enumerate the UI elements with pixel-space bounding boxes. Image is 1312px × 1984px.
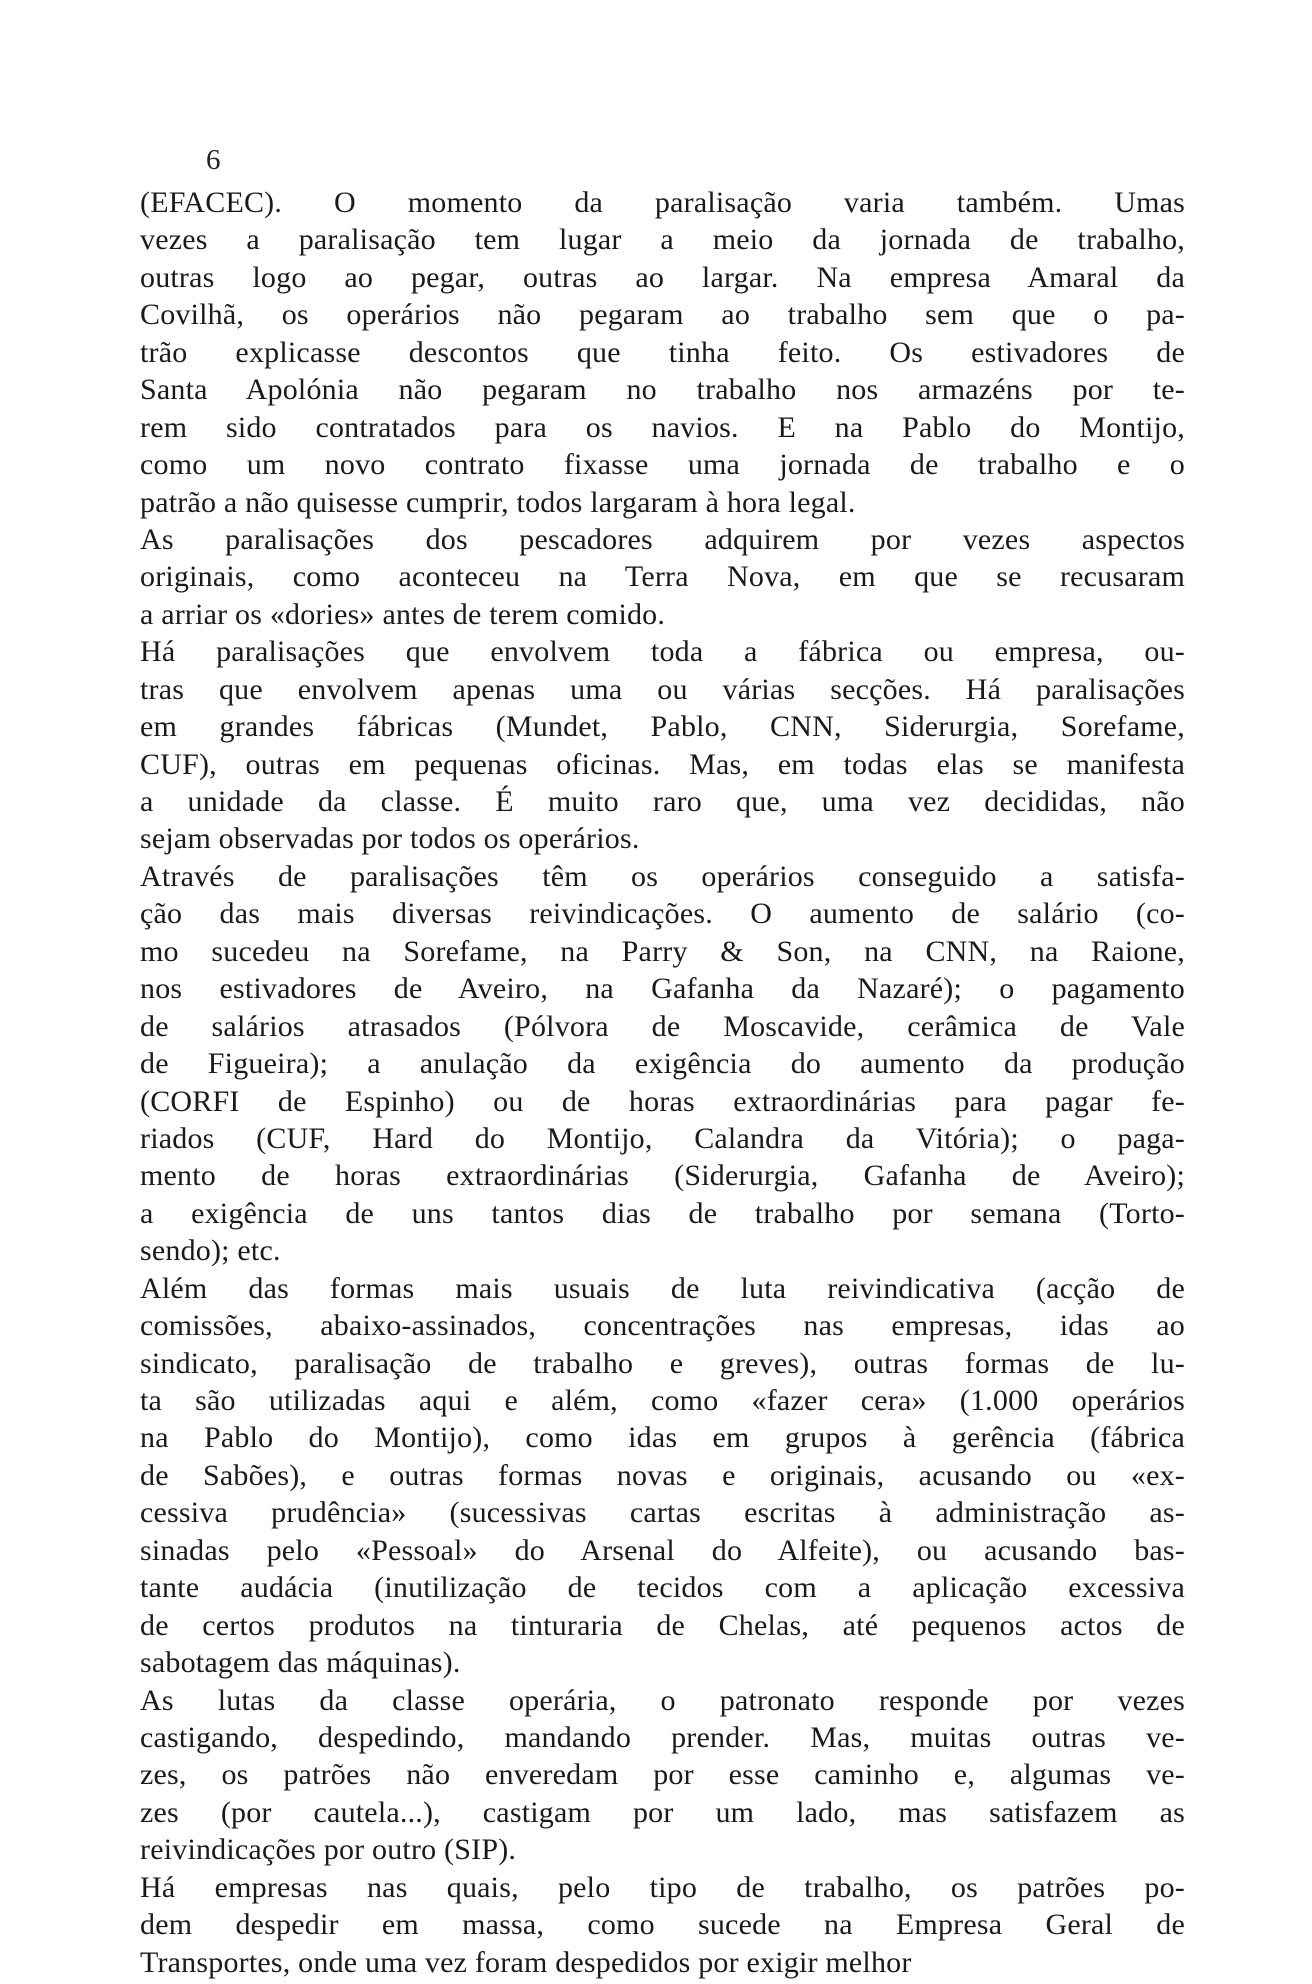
text-line: castigando, despedindo, mandando prender. Mas, muitas outras ve- bbox=[140, 1720, 1185, 1754]
text-line: originais, como aconteceu na Terra Nova, em que se recusaram bbox=[140, 560, 1185, 594]
text-line: (CORFI de Espinho) ou de horas extraordinárias para pagar fe- bbox=[140, 1084, 1185, 1118]
text-line: cessiva prudência» (sucessivas cartas escritas à administração as- bbox=[140, 1496, 1185, 1530]
text-line: ção das mais diversas reivindicações. O aumento de salário (co- bbox=[140, 897, 1185, 931]
text-line: reivindicações por outro (SIP). bbox=[140, 1833, 517, 1867]
text-line: ta são utilizadas aqui e além, como «fazer cera» (1.000 operários bbox=[140, 1384, 1185, 1417]
text-line: de Sabões), e outras formas novas e originais, acusando ou «ex- bbox=[140, 1458, 1185, 1492]
page-number: 6 bbox=[206, 144, 221, 176]
text-line: Transportes, onde uma vez foram despedidos por exigir melhor bbox=[140, 1945, 912, 1979]
text-line: de salários atrasados (Pólvora de Moscavide, cerâmica de Vale bbox=[140, 1009, 1185, 1043]
text-line: Há paralisações que envolvem toda a fábrica ou empresa, ou- bbox=[140, 635, 1185, 669]
text-line: Santa Apolónia não pegaram no trabalho nos armazéns por te- bbox=[140, 373, 1185, 407]
text-line: Covilhã, os operários não pegaram ao trabalho sem que o pa- bbox=[140, 298, 1185, 332]
text-line: Através de paralisações têm os operários conseguido a satisfa- bbox=[140, 859, 1185, 893]
text-line: nos estivadores de Aveiro, na Gafanha da Nazaré); o pagamento bbox=[140, 972, 1185, 1006]
text-line: sejam observadas por todos os operários. bbox=[140, 822, 640, 856]
text-line: trão explicasse descontos que tinha feito. Os estivadores de bbox=[140, 335, 1185, 369]
text-line: Há empresas nas quais, pelo tipo de trabalho, os patrões po- bbox=[140, 1870, 1185, 1904]
text-line: tante audácia (inutilização de tecidos com a aplicação excessiva bbox=[140, 1571, 1185, 1605]
text-line: como um novo contrato fixasse uma jornada de trabalho e o bbox=[140, 448, 1185, 482]
text-line: outras logo ao pegar, outras ao largar. Na empresa Amaral da bbox=[140, 260, 1185, 294]
text-line: na Pablo do Montijo), como idas em grupos à gerência (fábrica bbox=[140, 1421, 1185, 1455]
text-line: zes, os patrões não enveredam por esse caminho e, algumas ve- bbox=[140, 1758, 1185, 1792]
text-line: de Figueira); a anulação da exigência do aumento da produção bbox=[140, 1047, 1185, 1081]
body-text bbox=[140, 184, 1185, 1981]
text-line: sendo); etc. bbox=[140, 1234, 281, 1268]
text-line: a arriar os «dories» antes de terem comido. bbox=[140, 597, 666, 631]
text-line: tras que envolvem apenas uma ou várias secções. Há paralisações bbox=[140, 672, 1185, 706]
text-line: (EFACEC). O momento da paralisação varia também. Umas bbox=[140, 186, 1185, 219]
text-line: a exigência de uns tantos dias de trabalho por semana (Torto- bbox=[140, 1196, 1185, 1230]
text-line: a unidade da classe. É muito raro que, uma vez decididas, não bbox=[140, 785, 1185, 818]
text-line: comissões, abaixo-assinados, concentrações nas empresas, idas ao bbox=[140, 1309, 1185, 1343]
text-line: As lutas da classe operária, o patronato responde por vezes bbox=[140, 1683, 1185, 1717]
text-line: de certos produtos na tinturaria de Chelas, até pequenos actos de bbox=[140, 1608, 1185, 1642]
text-line: riados (CUF, Hard do Montijo, Calandra da Vitória); o paga- bbox=[140, 1121, 1185, 1155]
text-line: em grandes fábricas (Mundet, Pablo, CNN, Siderurgia, Sorefame, bbox=[140, 710, 1185, 744]
text-line: sinadas pelo «Pessoal» do Arsenal do Alfeite), ou acusando bas- bbox=[140, 1533, 1185, 1567]
text-line: dem despedir em massa, como sucede na Empresa Geral de bbox=[140, 1908, 1185, 1942]
text-line: sabotagem das máquinas). bbox=[140, 1646, 461, 1680]
text-line: As paralisações dos pescadores adquirem por vezes aspectos bbox=[140, 522, 1185, 556]
text-line: Além das formas mais usuais de luta reivindicativa (acção de bbox=[140, 1271, 1185, 1305]
text-line: mo sucedeu na Sorefame, na Parry & Son, na CNN, na Raione, bbox=[140, 934, 1185, 968]
text-line: patrão a não quisesse cumprir, todos largaram à hora legal. bbox=[140, 485, 856, 519]
text-line: zes (por cautela...), castigam por um lado, mas satisfazem as bbox=[140, 1795, 1185, 1829]
text-line: rem sido contratados para os navios. E na Pablo do Montijo, bbox=[140, 410, 1185, 444]
text-line: CUF), outras em pequenas oficinas. Mas, em todas elas se manifesta bbox=[140, 747, 1185, 781]
text-line: sindicato, paralisação de trabalho e greves), outras formas de lu- bbox=[140, 1346, 1185, 1380]
text-line: vezes a paralisação tem lugar a meio da jornada de trabalho, bbox=[140, 223, 1185, 257]
text-line: mento de horas extraordinárias (Siderurgia, Gafanha de Aveiro); bbox=[140, 1159, 1185, 1193]
